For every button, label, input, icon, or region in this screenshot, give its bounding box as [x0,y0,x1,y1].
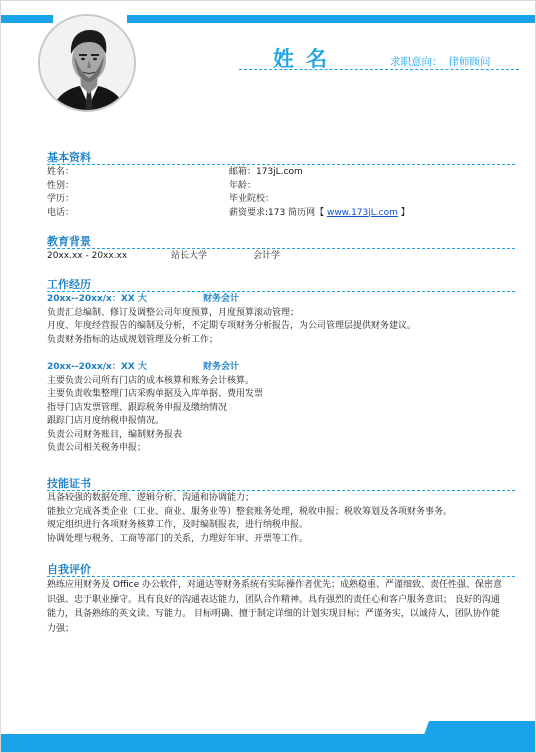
job-duty: 指导门店发票管理、跟踪税务申报及缴纳情况 [47,402,228,413]
field-gender: 性别： [47,180,75,191]
field-school: 毕业院校： [229,194,275,204]
candidate-name: 姓名 [273,47,339,71]
header-divider [239,69,519,70]
field-email: 邮箱：173jL.com [229,167,303,177]
field-degree: 学历： [47,194,75,204]
education-major: 会计学 [253,251,281,261]
section-evaluation [47,563,515,636]
section-title [47,278,515,292]
job-period: 20xx--20xx/x：XX 大 [47,362,147,372]
skill-line: 能独立完成各类企业（工业、商业、服务业等）整套账务处理，税收申报；税收筹划及各项财务事务。 [47,506,453,517]
salary-prefix: 薪资要求:173 简历网【 [229,207,325,218]
evaluation-text: 熟练应用财务及 Office 办公软件，对通达等财务系统有实际操作者优先；成熟稳重、严谨细致、责任性强、保密意识强、忠于职业操守。具有良好的沟通表达能力，团队合作精神。具有强烈的责任心和客户服务意识； 良好的沟通能力，具备熟练的英文读、写能力。 目标明确、擅于制定详细的计划实现目标；严谨务实，以诚待人，团队协作能力强； [47,580,502,634]
job-duty: 主要负责收集整理门店采购单据及入库单据、费用发票 [47,389,264,399]
salary-link[interactable]: www.173jL.com [326,207,398,218]
education-school: 站长大学 [171,251,208,261]
section-title [47,477,515,491]
section-title [47,151,515,165]
education-row [47,250,515,264]
section-divider [47,164,515,165]
job-intent-label: 求职意向： [390,56,443,68]
job-duty: 跟踪门店月度纳税申报情况。 [47,416,165,426]
job-header [47,361,515,375]
skill-line: 规定组织进行各项财务核算工作，及时编制报表，进行纳税申报。 [47,520,309,530]
job-duty: 负责公司相关税务申报； [47,443,147,453]
job-intent [390,54,491,69]
section-divider [47,490,515,491]
job-position: 财务会计 [203,362,240,372]
section-title-text: 自我评价 [47,563,91,576]
section-divider [47,291,515,292]
section-title-text: 工作经历 [47,278,91,291]
job-duty: 负责汇总编制、修订及调整公司年度预算，月度预算滚动管理； [47,307,300,318]
job-period: 20xx--20xx/x：XX 大 [47,294,147,304]
job-duty: 主要负责公司所有门店的成本核算和账务会计核算。 [47,375,255,386]
section-work [47,278,515,456]
job-duty: 负责财务指标的达成规划管理及分析工作； [47,334,219,345]
section-education [47,235,515,264]
section-divider [47,248,515,249]
footer-tab [417,721,536,753]
job-duty: 月度、年度经营报告的编制及分析，不定期专项财务分析报告，为公司管理层提供财务建议。 [47,321,417,331]
field-phone: 电话： [47,207,75,218]
salary-suffix: 】 [400,207,410,218]
top-bar-right [127,15,536,23]
skill-line: 协调处理与税务、工商等部门的关系，力理好年审、开票等工作。 [47,533,309,544]
section-divider [47,576,515,577]
education-period: 20xx.xx - 20xx.xx [47,251,128,261]
section-basic-info [47,151,515,220]
job-header [47,293,515,307]
job-intent-value: 律师顾问 [448,56,491,68]
field-name: 姓名： [47,167,75,177]
job-duty: 负责公司财务账目，编制财务报表 [47,429,183,440]
field-age: 年龄： [229,180,257,191]
section-title-text: 技能证书 [47,477,91,490]
field-salary [229,207,410,221]
skill-line: 具备较强的数据处理、逻辑分析、沟通和协调能力； [47,493,255,503]
portrait-photo [38,14,136,112]
portrait-icon [40,16,136,112]
section-title [47,235,515,249]
section-title-text: 基本资料 [47,151,91,164]
section-title-text: 教育背景 [47,235,91,248]
job-position: 财务会计 [203,294,240,304]
top-bar-left [1,15,53,23]
section-title [47,563,515,577]
section-skills [47,477,515,546]
